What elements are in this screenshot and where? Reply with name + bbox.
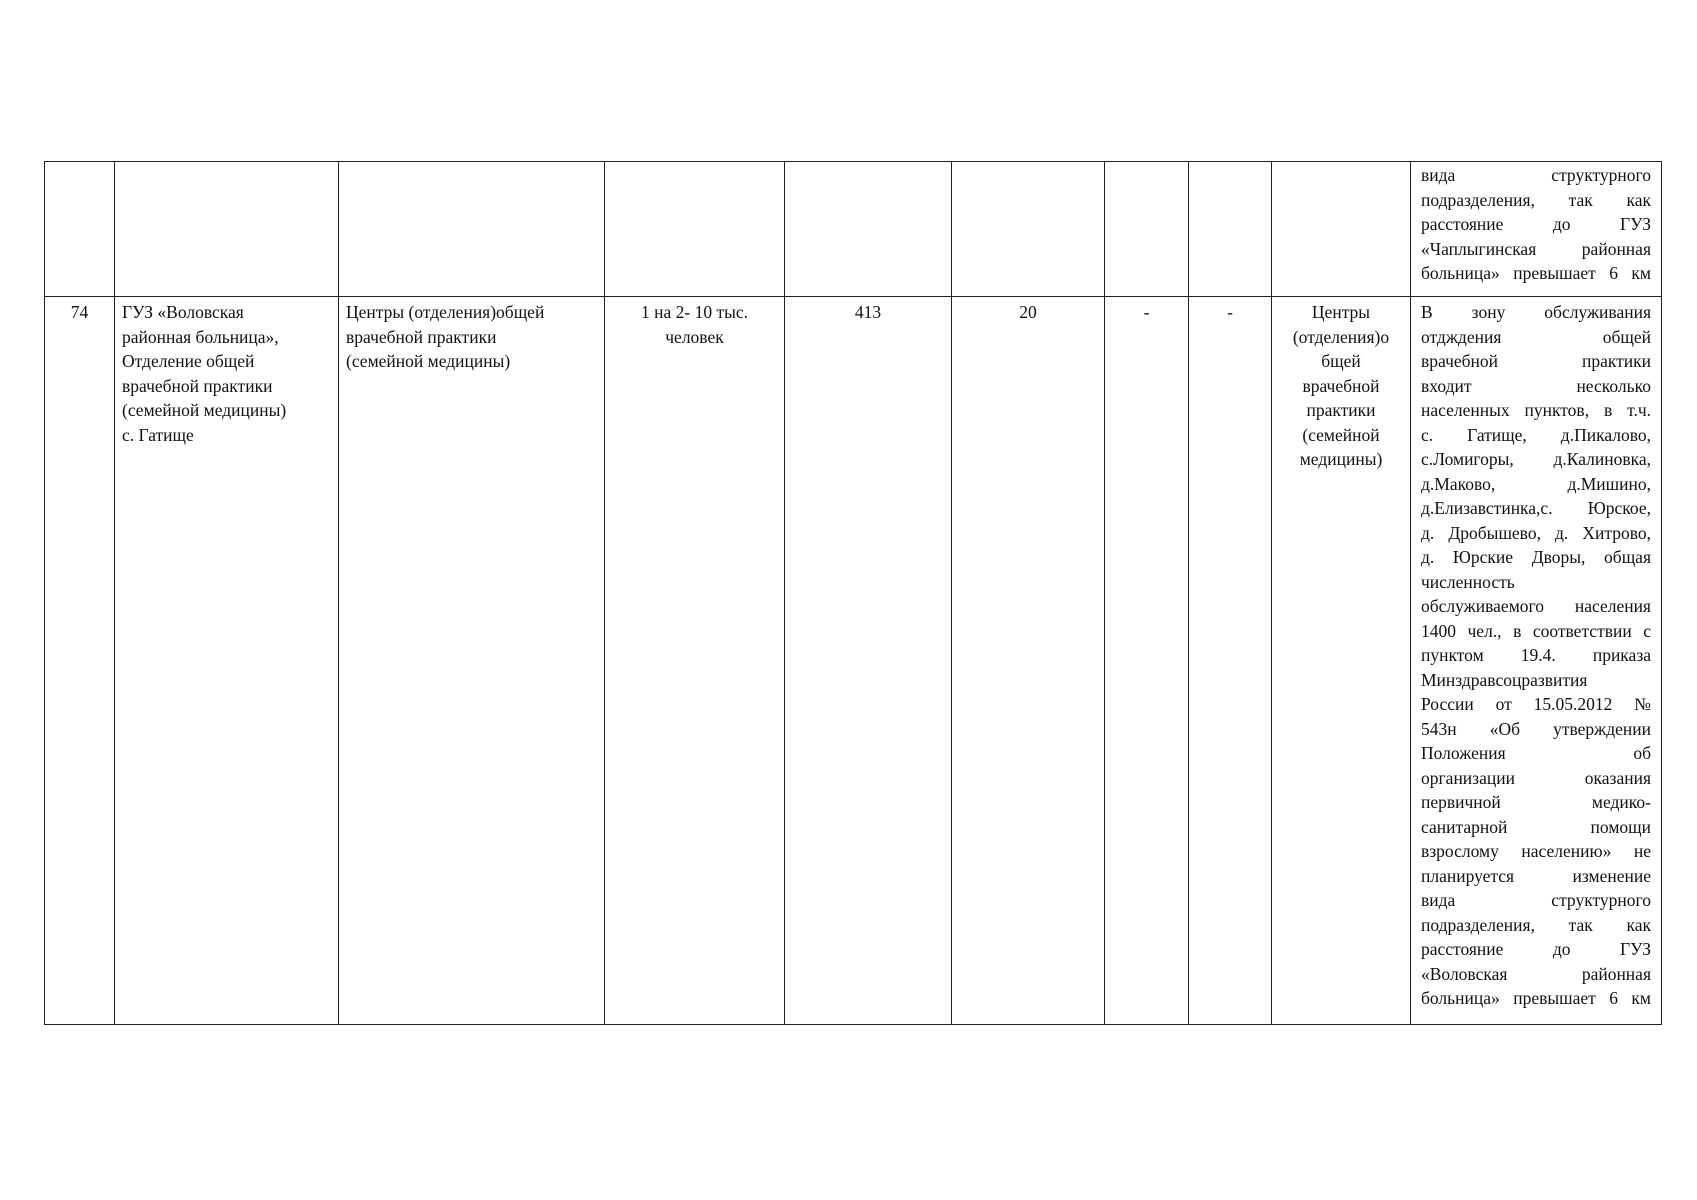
note-line: Минздравсоцразвития	[1421, 669, 1588, 690]
note-line: Положения об	[1421, 743, 1651, 763]
note-line: подразделения, так как	[1421, 189, 1651, 210]
cell-unit-type	[339, 162, 605, 297]
institution-line: с. Гатище	[122, 424, 194, 445]
cell-note	[1411, 162, 1662, 297]
institution-line: районная больница»,	[122, 326, 279, 347]
cell-value-4	[1189, 162, 1272, 297]
note-line: численность	[1421, 571, 1515, 592]
note-line: вида структурного	[1421, 165, 1651, 185]
note-line: д.Маково, д.Мишино,	[1421, 473, 1651, 494]
cell-value-4: -	[1189, 297, 1272, 1025]
facility-table	[44, 161, 1662, 1025]
planned-type-line: практики	[1306, 400, 1376, 420]
note-line: «Чаплыгинская районная	[1421, 238, 1651, 259]
note-line: с. Гатище, д.Пикалово,	[1421, 424, 1651, 445]
note-line: организации оказания	[1421, 767, 1651, 788]
institution-line: врачебной практики	[122, 375, 273, 396]
planned-type-line: (семейной	[1302, 424, 1380, 445]
note-line: больница» превышает 6 км	[1421, 263, 1651, 283]
note-line: вида структурного	[1421, 890, 1651, 910]
note-line: взрослому населению» не	[1421, 841, 1651, 861]
note-line: 543н «Об утверждении	[1421, 718, 1651, 739]
planned-type-line: Центры	[1311, 302, 1371, 322]
cell-number: 74	[45, 297, 115, 1025]
note-line: 1400 чел., в соответствии с	[1421, 620, 1651, 641]
planned-type-line: бщей	[1321, 351, 1361, 371]
planned-type-line: медицины)	[1299, 449, 1383, 469]
note-line: обслуживаемого населения	[1421, 596, 1651, 616]
note-line: расстояние до ГУЗ	[1421, 214, 1651, 234]
note-line: д. Дробышево, д. Хитрово,	[1421, 522, 1651, 543]
note-line: входит несколько	[1421, 375, 1651, 396]
table-row-74	[45, 297, 1662, 1025]
cell-value-3: -	[1105, 297, 1189, 1025]
cell-value-3	[1105, 162, 1189, 297]
planned-type-line: врачебной	[1302, 375, 1380, 396]
cell-value-1	[785, 162, 952, 297]
norm-line: человек	[665, 326, 724, 347]
cell-planned-type	[1272, 162, 1411, 297]
note-line: В зону обслуживания	[1421, 302, 1651, 322]
note-line: врачебной практики	[1421, 351, 1651, 371]
cell-norm	[605, 297, 785, 1025]
cell-unit-type	[339, 297, 605, 1025]
institution-line: ГУЗ «Воловская	[122, 302, 244, 322]
note-line: России от 15.05.2012 №	[1421, 694, 1651, 714]
cell-value-2	[952, 162, 1105, 297]
cell-planned-type	[1272, 297, 1411, 1025]
note-line: санитарной помощи	[1421, 816, 1651, 837]
note-line: отдждения общей	[1421, 326, 1651, 347]
cell-note	[1411, 297, 1662, 1025]
note-line: расстояние до ГУЗ	[1421, 939, 1651, 959]
unit-type-line: (семейной медицины)	[346, 351, 511, 371]
note-line: «Воловская районная	[1421, 963, 1651, 984]
cell-value-2: 20	[952, 297, 1105, 1025]
unit-type-line: Центры (отделения)общей	[346, 302, 545, 322]
cell-number	[45, 162, 115, 297]
cell-institution	[115, 162, 339, 297]
planned-type-line: (отделения)о	[1292, 326, 1390, 347]
institution-line: (семейной медицины)	[122, 400, 287, 420]
note-line: д.Елизавстинка,с. Юрское,	[1421, 498, 1651, 518]
table-row-continuation	[45, 162, 1662, 297]
norm-line: 1 на 2- 10 тыс.	[640, 302, 748, 322]
note-line: пунктом 19.4. приказа	[1421, 645, 1651, 665]
note-line: больница» превышает 6 км	[1421, 988, 1651, 1008]
cell-norm	[605, 162, 785, 297]
cell-institution	[115, 297, 339, 1025]
note-line: первичной медико-	[1421, 792, 1651, 812]
note-line: д. Юрские Дворы, общая	[1421, 547, 1651, 567]
cell-value-1: 413	[785, 297, 952, 1025]
note-line: планируется изменение	[1421, 865, 1651, 886]
institution-line: Отделение общей	[122, 351, 255, 371]
note-line: подразделения, так как	[1421, 914, 1651, 935]
note-line: с.Ломигоры, д.Калиновка,	[1421, 449, 1651, 469]
note-line: населенных пунктов, в т.ч.	[1421, 400, 1651, 420]
unit-type-line: врачебной практики	[346, 326, 497, 347]
